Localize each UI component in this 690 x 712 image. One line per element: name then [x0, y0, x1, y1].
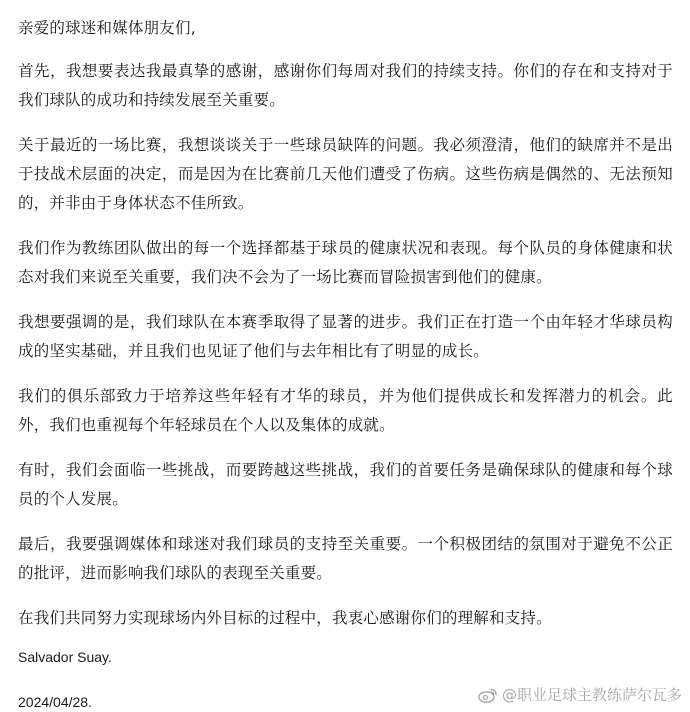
weibo-icon	[478, 687, 498, 703]
watermark-text: @职业足球主教练萨尔瓦多	[501, 686, 682, 704]
greeting: 亲爱的球迷和媒体朋友们,	[18, 19, 196, 37]
paragraph-1: 首先，我想要表达我最真挚的感谢，感谢你们每周对我们的持续支持。你们的存在和支持对于我们球队的成功和持续发展至关重要。	[18, 62, 673, 109]
date: 2024/04/28.	[18, 694, 92, 710]
signature: Salvador Suay.	[18, 649, 112, 665]
weibo-watermark	[478, 684, 682, 705]
paragraph-3: 我们作为教练团队做出的每一个选择都基于球员的健康状况和表现。每个队员的身体健康和状态对我们来说至关重要，我们决不会为了一场比赛而冒险损害到他们的健康。	[18, 239, 673, 286]
paragraph-7: 最后，我要强调媒体和球迷对我们球员的支持至关重要。一个积极团结的氛围对于避免不公正的批评，进而影响我们球队的表现至关重要。	[18, 535, 673, 582]
paragraph-2: 关于最近的一场比赛，我想谈谈关于一些球员缺阵的问题。我必须澄清，他们的缺席并不是出于技战术层面的决定，而是因为在比赛前几天他们遭受了伤病。这些伤病是偶然的、无法预知的，并非由于身体状态不佳所致。	[18, 136, 673, 212]
paragraph-4: 我想要强调的是，我们球队在本赛季取得了显著的进步。我们正在打造一个由年轻才华球员构成的坚实基础，并且我们也见证了他们与去年相比有了明显的成长。	[18, 313, 673, 360]
paragraph-6: 有时，我们会面临一些挑战，而要跨越这些挑战，我们的首要任务是确保球队的健康和每个球员的个人发展。	[18, 461, 673, 508]
letter-body	[18, 14, 673, 712]
paragraph-5: 我们的俱乐部致力于培养这些年轻有才华的球员，并为他们提供成长和发挥潜力的机会。此外，我们也重视每个年轻球员在个人以及集体的成就。	[18, 387, 673, 434]
paragraph-8: 在我们共同努力实现球场内外目标的过程中，我衷心感谢你们的理解和支持。	[18, 609, 552, 627]
